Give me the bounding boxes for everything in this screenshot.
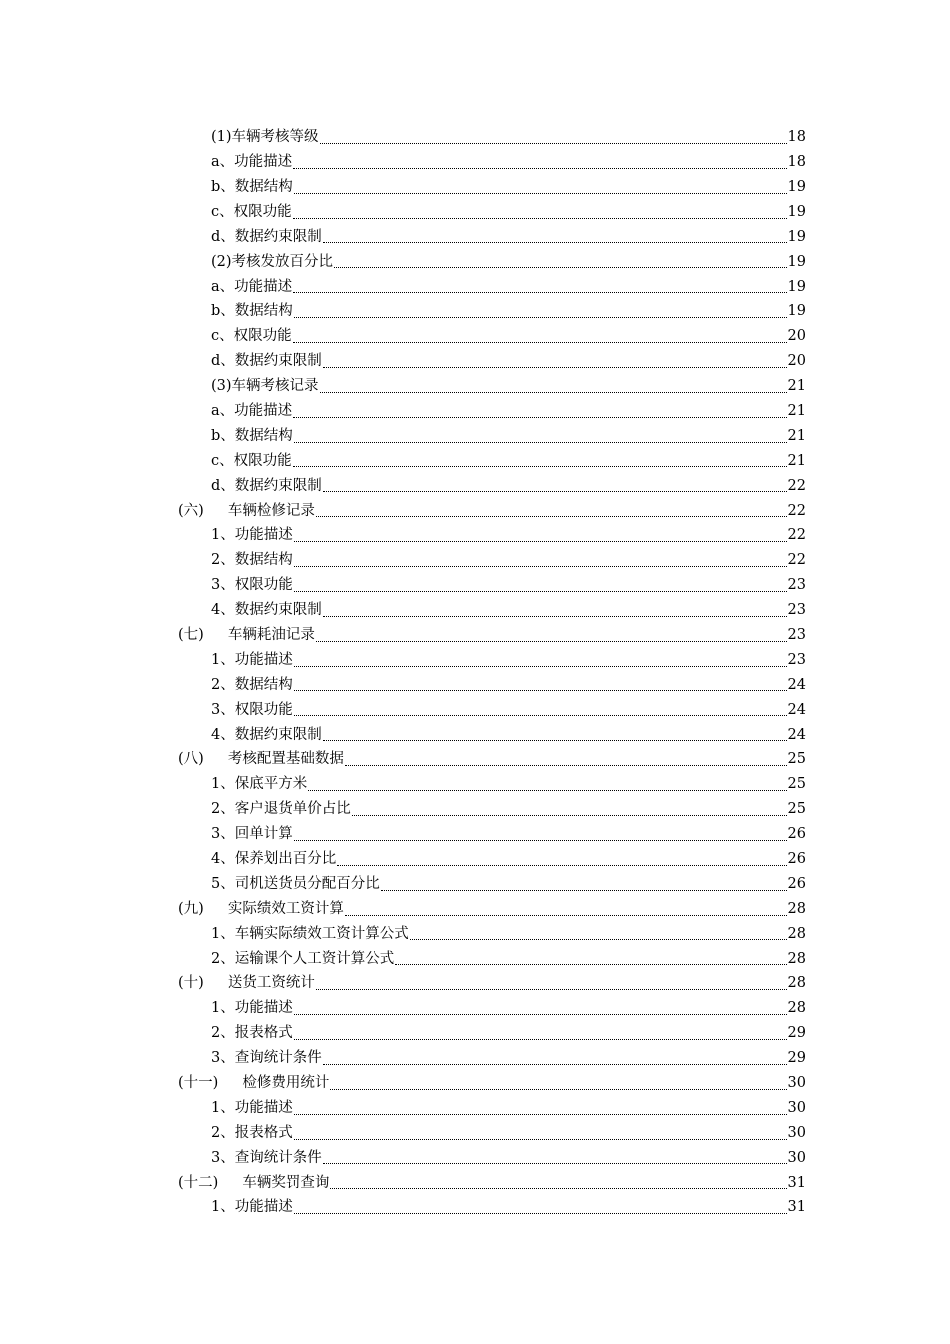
toc-dot-leader (294, 689, 787, 691)
toc-dot-leader (316, 515, 787, 517)
toc-entry-title: 数据结构 (234, 303, 293, 320)
toc-entry-title: 报表格式 (234, 1124, 293, 1141)
toc-entry-title: 功能描述 (234, 1099, 293, 1116)
toc-entry-number: 2、 (211, 676, 235, 693)
toc-entry-number: a、 (211, 154, 235, 171)
toc-entry-number: d、 (211, 353, 235, 370)
toc-entry-title: 功能描述 (234, 278, 293, 295)
toc-entry-page-number: 28 (787, 950, 806, 967)
toc-entry-number: 2、 (211, 1124, 235, 1141)
toc-entry-title: 车辆实际绩效工资计算公式 (234, 925, 409, 942)
toc-entry-number: 1、 (211, 1000, 235, 1017)
toc-entry-number: a、 (211, 278, 235, 295)
toc-dot-leader (294, 192, 787, 194)
toc-dot-leader (320, 391, 787, 393)
toc-entry-number: 4、 (211, 851, 235, 868)
toc-entry[interactable] (0, 125, 806, 150)
toc-entry[interactable] (0, 971, 806, 996)
toc-entry-title: 数据结构 (234, 178, 293, 195)
toc-entry-number: (九) (178, 900, 204, 917)
toc-entry-number: 2、 (211, 950, 235, 967)
toc-dot-leader (294, 714, 787, 716)
toc-dot-leader (294, 665, 787, 667)
toc-entry[interactable] (0, 673, 806, 698)
toc-dot-leader (334, 266, 787, 268)
toc-entry-title: 车辆奖罚查询 (242, 1174, 330, 1191)
toc-entry-page-number: 23 (787, 627, 806, 643)
toc-entry-title: 权限功能 (234, 701, 293, 718)
toc-entry-page-number: 25 (787, 751, 806, 768)
toc-entry-page-number: 22 (787, 477, 806, 494)
toc-entry-title: 考核配置基础数据 (227, 751, 344, 768)
toc-entry-page-number: 25 (787, 801, 806, 818)
toc-entry-title: 保养划出百分比 (234, 851, 337, 868)
toc-entry[interactable] (0, 1096, 806, 1121)
toc-entry[interactable] (0, 523, 806, 548)
toc-entry-page-number: 29 (787, 1050, 806, 1067)
toc-entry-title: 车辆考核记录 (231, 378, 319, 395)
toc-entry-number: (七) (178, 627, 204, 643)
toc-entry-page-number: 28 (787, 1000, 806, 1017)
toc-entry-page-number: 19 (787, 278, 806, 295)
toc-entry-number: b、 (211, 178, 235, 195)
toc-entry-number: 1、 (211, 925, 235, 942)
toc-dot-leader (294, 590, 787, 592)
toc-dot-leader (410, 938, 787, 940)
toc-entry-title: 数据约束限制 (234, 726, 322, 743)
toc-entry-number: 4、 (211, 726, 235, 743)
toc-entry-number: 2、 (211, 801, 235, 818)
toc-entry-number: 3、 (211, 701, 235, 718)
toc-entry[interactable] (0, 623, 806, 648)
toc-entry-number: (2) (211, 253, 232, 270)
toc-entry-number: (十二) (178, 1174, 219, 1191)
toc-entry[interactable] (0, 324, 806, 349)
toc-entry[interactable] (0, 722, 806, 747)
toc-entry[interactable] (0, 1121, 806, 1146)
toc-dot-leader (294, 1212, 787, 1214)
toc-dot-leader (323, 366, 787, 368)
toc-dot-leader (294, 1113, 787, 1115)
toc-entry-page-number: 19 (787, 303, 806, 320)
toc-entry-page-number: 19 (787, 178, 806, 195)
toc-entry[interactable] (0, 449, 806, 474)
toc-entry-title: 报表格式 (234, 1025, 293, 1042)
toc-entry-title: 功能描述 (234, 154, 293, 171)
toc-entry-number: (十) (178, 975, 204, 992)
toc-entry-number: (八) (178, 751, 204, 768)
toc-entry-page-number: 18 (787, 154, 806, 171)
toc-entry-title: 运输课个人工资计算公式 (234, 950, 395, 967)
toc-entry-number: d、 (211, 228, 235, 245)
toc-entry[interactable] (0, 349, 806, 374)
toc-entry-title: 回单计算 (234, 826, 293, 843)
toc-entry-page-number: 28 (787, 925, 806, 942)
toc-entry-title: 功能描述 (234, 651, 293, 668)
toc-entry-title: 客户退货单价占比 (234, 801, 351, 818)
toc-entry-page-number: 26 (787, 851, 806, 868)
toc-entry-number: c、 (211, 328, 234, 345)
table-of-contents (0, 125, 950, 1220)
toc-entry-title: 检修费用统计 (242, 1075, 330, 1092)
toc-entry-page-number: 23 (787, 577, 806, 594)
toc-entry-title: 保底平方米 (234, 776, 308, 793)
toc-entry-page-number: 30 (787, 1099, 806, 1116)
toc-entry-number: (3) (211, 378, 232, 395)
toc-entry[interactable] (0, 225, 806, 250)
toc-dot-leader (293, 465, 787, 467)
toc-dot-leader (293, 416, 786, 418)
toc-dot-leader (323, 1063, 787, 1065)
toc-entry-title: 权限功能 (233, 328, 292, 345)
toc-entry[interactable] (0, 473, 806, 498)
toc-entry-page-number: 28 (787, 975, 806, 992)
toc-dot-leader (293, 341, 787, 343)
toc-dot-leader (330, 1088, 786, 1090)
toc-entry-number: 4、 (211, 602, 235, 619)
toc-entry[interactable] (0, 175, 806, 200)
toc-entry[interactable] (0, 747, 806, 772)
toc-dot-leader (395, 963, 786, 965)
toc-entry[interactable] (0, 772, 806, 797)
toc-dot-leader (294, 540, 787, 542)
toc-entry-page-number: 22 (787, 527, 806, 544)
toc-entry-number: a、 (211, 402, 235, 419)
toc-entry-number: (六) (178, 502, 204, 519)
toc-dot-leader (293, 167, 786, 169)
toc-entry-page-number: 28 (787, 900, 806, 917)
toc-entry[interactable] (0, 424, 806, 449)
toc-entry-number: 1、 (211, 651, 235, 668)
toc-entry[interactable] (0, 797, 806, 822)
toc-entry-page-number: 30 (787, 1075, 806, 1092)
toc-entry-title: 数据约束限制 (234, 477, 322, 494)
toc-entry-title: 数据约束限制 (234, 228, 322, 245)
toc-dot-leader (316, 640, 787, 642)
toc-entry-title: 功能描述 (234, 1199, 293, 1216)
toc-entry-number: (十一) (178, 1075, 219, 1092)
toc-entry[interactable] (0, 1021, 806, 1046)
toc-entry-number: d、 (211, 477, 235, 494)
toc-entry-title: 司机送货员分配百分比 (234, 875, 380, 892)
toc-dot-leader (337, 864, 786, 866)
toc-entry[interactable] (0, 150, 806, 175)
toc-entry-page-number: 21 (787, 402, 806, 419)
toc-entry-page-number: 20 (787, 353, 806, 370)
toc-dot-leader (294, 1038, 787, 1040)
toc-entry-title: 送货工资统计 (227, 975, 315, 992)
toc-dot-leader (316, 988, 787, 990)
toc-entry-number: b、 (211, 303, 235, 320)
toc-entry-title: 数据结构 (234, 427, 293, 444)
toc-entry-page-number: 25 (787, 776, 806, 793)
toc-entry-title: 车辆检修记录 (227, 502, 315, 519)
toc-entry[interactable] (0, 374, 806, 399)
toc-entry-number: 3、 (211, 1050, 235, 1067)
toc-entry-number: 5、 (211, 875, 235, 892)
toc-entry-title: 数据约束限制 (234, 602, 322, 619)
toc-entry-page-number: 30 (787, 1124, 806, 1141)
toc-entry[interactable] (0, 922, 806, 947)
toc-entry[interactable] (0, 1195, 806, 1220)
toc-entry[interactable] (0, 200, 806, 225)
toc-entry-number: 3、 (211, 1149, 235, 1166)
toc-entry[interactable] (0, 299, 806, 324)
toc-entry-page-number: 30 (787, 1149, 806, 1166)
toc-entry-page-number: 21 (787, 427, 806, 444)
toc-entry[interactable] (0, 249, 806, 274)
toc-entry[interactable] (0, 822, 806, 847)
toc-dot-leader (294, 1013, 787, 1015)
toc-dot-leader (294, 441, 787, 443)
toc-entry-page-number: 23 (787, 602, 806, 619)
toc-entry-title: 功能描述 (234, 1000, 293, 1017)
toc-entry-number: 1、 (211, 1199, 235, 1216)
toc-dot-leader (323, 1162, 787, 1164)
toc-entry-number: 1、 (211, 527, 235, 544)
toc-entry[interactable] (0, 1046, 806, 1071)
toc-entry-page-number: 24 (787, 676, 806, 693)
toc-dot-leader (345, 914, 787, 916)
toc-entry-number: 3、 (211, 577, 235, 594)
toc-entry-title: 功能描述 (234, 402, 293, 419)
toc-entry[interactable] (0, 697, 806, 722)
toc-entry[interactable] (0, 498, 806, 523)
toc-entry-page-number: 31 (787, 1174, 806, 1191)
toc-entry-page-number: 21 (787, 452, 806, 469)
toc-entry-page-number: 24 (787, 726, 806, 743)
toc-dot-leader (294, 565, 787, 567)
toc-dot-leader (323, 241, 787, 243)
toc-dot-leader (323, 490, 787, 492)
toc-entry-title: 权限功能 (233, 203, 292, 220)
toc-entry-title: 实际绩效工资计算 (227, 900, 344, 917)
toc-dot-leader (294, 839, 787, 841)
toc-dot-leader (323, 615, 787, 617)
toc-dot-leader (352, 814, 787, 816)
toc-entry-title: 功能描述 (234, 527, 293, 544)
toc-dot-leader (293, 291, 786, 293)
toc-entry-title: 车辆考核等级 (231, 129, 319, 146)
toc-entry[interactable] (0, 598, 806, 623)
toc-entry[interactable] (0, 1170, 806, 1195)
toc-entry-number: c、 (211, 452, 234, 469)
toc-dot-leader (381, 889, 787, 891)
toc-dot-leader (308, 789, 786, 791)
toc-dot-leader (345, 764, 787, 766)
toc-entry-page-number: 23 (787, 651, 806, 668)
toc-entry-number: b、 (211, 427, 235, 444)
toc-entry[interactable] (0, 648, 806, 673)
toc-entry-page-number: 19 (787, 228, 806, 245)
toc-dot-leader (293, 217, 787, 219)
toc-entry-title: 数据结构 (234, 676, 293, 693)
toc-dot-leader (294, 1138, 787, 1140)
toc-entry-number: 2、 (211, 552, 235, 569)
toc-entry-title: 权限功能 (233, 452, 292, 469)
toc-dot-leader (294, 316, 787, 318)
toc-entry-number: 2、 (211, 1025, 235, 1042)
toc-entry-number: 1、 (211, 1099, 235, 1116)
toc-entry-page-number: 20 (787, 328, 806, 345)
toc-entry-title: 权限功能 (234, 577, 293, 594)
toc-entry-page-number: 29 (787, 1025, 806, 1042)
toc-entry-page-number: 31 (787, 1199, 806, 1216)
toc-entry-page-number: 26 (787, 826, 806, 843)
toc-entry-title: 查询统计条件 (234, 1050, 322, 1067)
toc-entry-title: 数据结构 (234, 552, 293, 569)
toc-entry-page-number: 19 (787, 253, 806, 270)
toc-dot-leader (320, 142, 787, 144)
toc-entry[interactable] (0, 1071, 806, 1096)
toc-entry[interactable] (0, 847, 806, 872)
toc-entry-title: 数据约束限制 (234, 353, 322, 370)
toc-entry-page-number: 26 (787, 875, 806, 892)
toc-entry-number: 1、 (211, 776, 235, 793)
toc-entry[interactable] (0, 946, 806, 971)
toc-entry[interactable] (0, 897, 806, 922)
toc-entry-title: 查询统计条件 (234, 1149, 322, 1166)
toc-entry-page-number: 19 (787, 203, 806, 220)
toc-entry-page-number: 24 (787, 701, 806, 718)
toc-entry-page-number: 22 (787, 552, 806, 569)
toc-entry[interactable] (0, 872, 806, 897)
toc-dot-leader (323, 739, 787, 741)
toc-entry-title: 考核发放百分比 (231, 253, 334, 270)
toc-entry[interactable] (0, 399, 806, 424)
toc-entry-number: 3、 (211, 826, 235, 843)
toc-entry[interactable] (0, 996, 806, 1021)
toc-entry-page-number: 22 (787, 502, 806, 519)
toc-entry-number: c、 (211, 203, 234, 220)
toc-entry[interactable] (0, 573, 806, 598)
toc-entry-page-number: 18 (787, 129, 806, 146)
toc-dot-leader (330, 1187, 786, 1189)
toc-entry-page-number: 21 (787, 378, 806, 395)
toc-entry[interactable] (0, 274, 806, 299)
toc-entry-number: (1) (211, 129, 232, 146)
toc-entry[interactable] (0, 548, 806, 573)
toc-entry-title: 车辆耗油记录 (227, 627, 315, 643)
toc-entry[interactable] (0, 1146, 806, 1171)
